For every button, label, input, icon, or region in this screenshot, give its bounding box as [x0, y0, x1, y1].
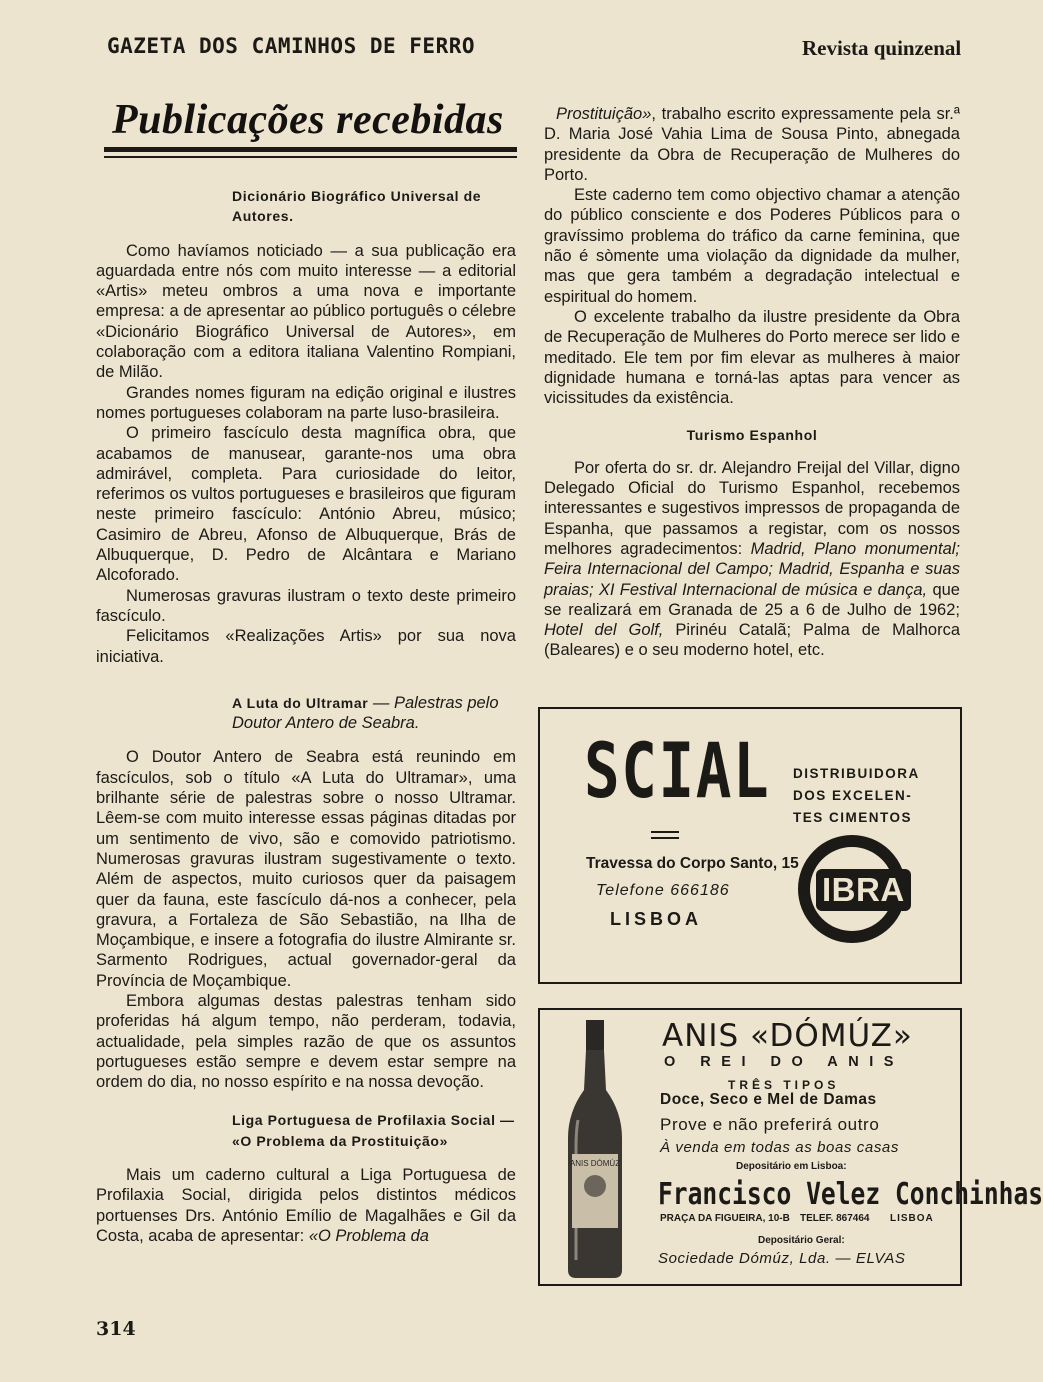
paragraph-italic: «O Problema da [308, 1226, 429, 1245]
bottle-label-text: ANIS DÓMÚZ [569, 1159, 621, 1168]
section-title: Publicações recebidas [112, 97, 504, 143]
article-title-line: Autores. [232, 208, 294, 225]
ad-types: Doce, Seco e Mel de Damas [660, 1091, 877, 1108]
paragraph [544, 458, 960, 661]
article-title-dicionario [96, 186, 516, 227]
paragraph-text: que se realizará em Granada de 25 a 6 de Julho de 1962; [544, 580, 960, 619]
paragraph: O excelente trabalho da ilustre presidente da Obra de Recuperação de Mulheres do Porto merece ser lido e meditado. Ele tem por fim elevar as mulheres à maior dignidade humana e torná-las aptas para vencer as vicissitudes da existência. [544, 307, 960, 408]
ad-depot-lisbon-phone: TELEF. 867464 [800, 1213, 870, 1224]
ad-tagline: Prove e não preferirá outro [660, 1115, 880, 1134]
article-title-italic: — Palestras pelo [368, 693, 499, 712]
ad-depot-general-label: Depositário Geral: [758, 1235, 845, 1246]
article-title-turismo: Turismo Espanhol [686, 427, 818, 444]
ad-brand-scial: SCIAL [584, 726, 771, 815]
article-title-italic: Doutor Antero de Seabra. [232, 714, 420, 733]
right-column [544, 104, 960, 661]
paragraph: Numerosas gravuras ilustram o texto deste primeiro fascículo. [96, 586, 516, 625]
ad-tagline [793, 763, 920, 829]
ad-sale: À venda em todas as boas casas [660, 1139, 899, 1156]
ad-phone: Telefone 666186 [596, 882, 730, 899]
paragraph-text: Pirinéu Catalã; Palma de Malhorca (Baleares) e o seu moderno hotel, etc. [544, 621, 961, 660]
article-title-line: Dicionário Biográfico Universal de [232, 188, 482, 204]
ad-slogan: O REI DO ANIS [664, 1054, 904, 1070]
ad-depot-lisbon-city: LISBOA [890, 1213, 934, 1224]
paragraph: Embora algumas destas palestras tenham sido proferidas há algum tempo, não perderam, todavia, actualidade, pela simples razão de que os assuntos portugueses estão sempre e devem estar sempre na ordem do dia, no nosso espírito e na nossa devoção. [96, 991, 516, 1092]
paragraph [96, 1165, 516, 1246]
advertisement-anis [538, 1008, 1043, 1286]
ad-tagline-line: TES CIMENTOS [793, 810, 913, 825]
ad-depot-lisbon-label: Depositário em Lisboa: [736, 1161, 847, 1172]
paragraph-text: Mais um caderno cultural a Liga Portuguesa de Profilaxia Social, dirigida pelos distintos médicos portuenses Drs. António Emílio de Magalhães e Gil da Costa, acaba de apresentar: [96, 1166, 516, 1245]
cibra-logo-text: IBRA [816, 869, 911, 911]
paragraph-text: Por oferta do sr. dr. Alejandro Freijal del Villar, digno Delegado Oficial do Turismo Espanhol, recebemos interessantes e sugestivos impressos de propaganda de Espanha, que passamos a registar, com os nossos melhores agradecimentos: [544, 458, 960, 558]
ad-brand-anis: ANIS «DÓMÚZ» [662, 1018, 913, 1054]
article-title-luta [96, 693, 516, 734]
ad-types-title: TRÊS TIPOS [728, 1078, 840, 1092]
ad-divider [651, 831, 679, 833]
article-title-bold: A Luta do Ultramar [232, 694, 369, 711]
paragraph-italic: Madrid, Plano monumental; Feira Internacional del Campo; Madrid, Espanha e suas praias; XI Festival Internacional de música e dança, [544, 539, 960, 599]
cibra-logo [798, 835, 906, 943]
paragraph: O primeiro fascículo desta magnífica obra, que acabamos de manusear, garante-nos uma obra admirável, completa. Para curiosidade do leitor, referimos os vultos portugueses e brasileiros que figuram neste primeiro fascículo: António Abreu, músico; Casimiro de Abreu, Afonso de Albuquerque, Brás de Albuquerque, D. Pedro de Alcântara e Mariano Alcoforado. [96, 424, 516, 585]
ad-tagline-line: DISTRIBUIDORA [793, 766, 920, 781]
left-column [96, 186, 516, 1246]
paragraph: O Doutor Antero de Seabra está reunindo em fascículos, sob o título «A Luta do Ultramar», uma brilhante série de palestras sobre o nosso Ultramar. Lêem-se com muito interesse essas páginas ditadas por um sentimento de vivo, são e comovido patriotismo. Numerosas gravuras ilustram sugestivamente o texto. Além de aspectos, muito curiosos quer da paisagem quer da fauna, este fascículo dá-nos a conhecer, pela gravura, a Fortaleza de São Sebastião, na Ilha de Moçambique, e insere a fotografia do ilustre Almirante sr. Sarmento Rodrigues, actual governador-geral da Província de Moçambique. [96, 748, 516, 990]
title-rule-thick [104, 147, 517, 152]
paragraph: Como havíamos noticiado — a sua publicação era aguardada entre nós com muito interesse — a editorial «Artis» meteu ombros a uma nova e importante empresa: a de apresentar ao público português o célebre «Dicionário Biográfico Universal de Autores», em colaboração com a editora italiana Valentino Rompiani, de Milão. [96, 241, 516, 382]
article-title-liga [96, 1110, 516, 1151]
paragraph-italic: Hotel del Golf, [544, 621, 664, 640]
ad-divider [651, 837, 679, 839]
ad-depot-lisbon-name: Francisco Velez Conchinhas [658, 1177, 1043, 1212]
advertisement-scial [538, 707, 962, 984]
paragraph-italic: Prostituição» [556, 105, 652, 123]
bottle-icon [566, 1020, 624, 1278]
article-title-line: Liga Portuguesa de Profilaxia Social — [232, 1112, 515, 1129]
ad-tagline-line: DOS EXCELEN- [793, 788, 913, 803]
running-header-title: GAZETA DOS CAMINHOS DE FERRO [107, 34, 476, 58]
ad-city: LISBOA [610, 909, 703, 929]
running-header-subtitle: Revista quinzenal [802, 36, 962, 60]
ad-depot-general-name: Sociedade Dómúz, Lda. — ELVAS [658, 1250, 906, 1267]
page-number: 314 [96, 1318, 136, 1340]
paragraph: Este caderno tem como objectivo chamar a atenção do público consciente e dos Poderes Públicos para o gravíssimo problema do tráfico da carne feminina, que não é sòmente uma violação da dignidade da mulher, mas que gera também a degradação intelectual e espiritual do homem. [544, 186, 960, 306]
paragraph: Felicitamos «Realizações Artis» por sua nova iniciativa. [96, 627, 516, 666]
paragraph: Grandes nomes figuram na edição original e ilustres nomes portugueses colaboram na parte luso-brasileira. [96, 383, 516, 422]
paragraph [544, 104, 960, 185]
title-rule-thin [104, 156, 517, 158]
paragraph-text: , trabalho escrito expressamente pela sr.ª D. Maria José Vahia Lima de Sousa Pinto, abnegada presidente da Obra de Recuperação de Mulheres do Porto. [544, 105, 960, 184]
ad-address: Travessa do Corpo Santo, 15 [586, 855, 799, 872]
ad-depot-lisbon-address: PRAÇA DA FIGUEIRA, 10-B [660, 1213, 790, 1224]
article-title-line: «O Problema da Prostituição» [232, 1132, 448, 1149]
